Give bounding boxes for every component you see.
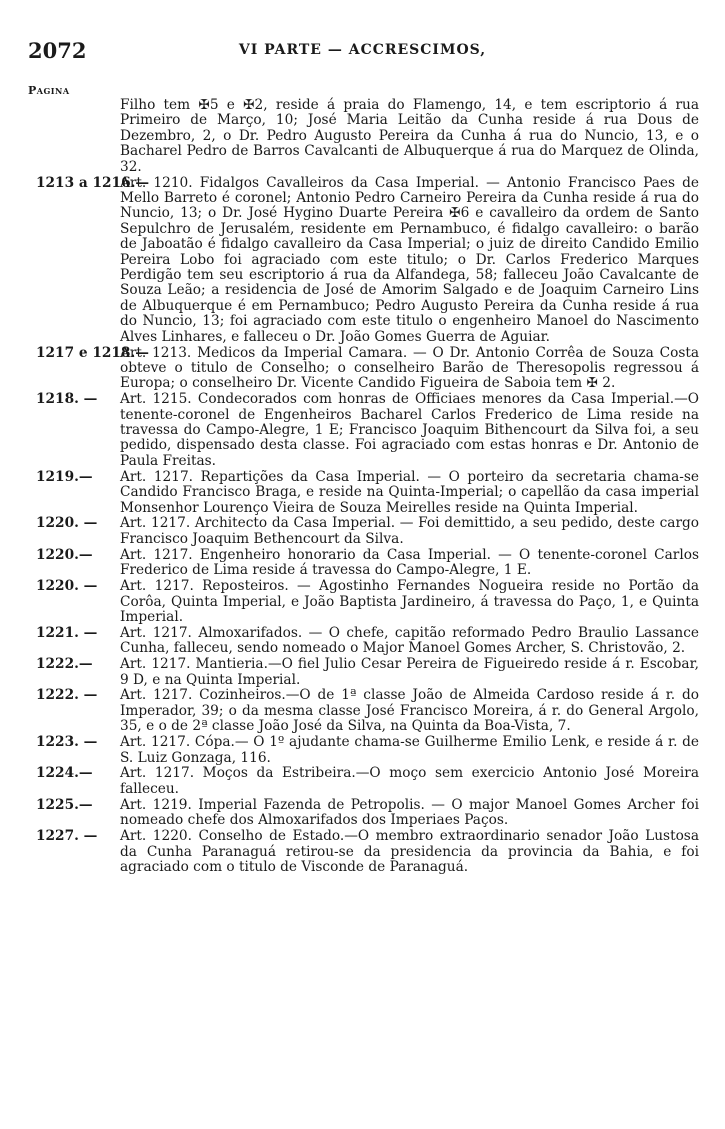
entry-text: Filho tem ✠5 e ✠2, reside á praia do Flamengo, 14, e tem escriptorio á rua Primeiro de Março, 10; José Maria Leitão da Cunha reside á rua Dous de Dezembro, 2, o Dr. Pedro Augusto Pereira da Cunha á rua do Nuncio, 13, e o Bacharel Pedro de Barros Cavalcanti de Albuquerque á rua do Marquez de Olinda, 32. [120, 97, 699, 175]
entry-text: Art. 1217. Mantieria.—O fiel Julio Cesar Pereira de Figueiredo reside á r. Escobar, 9 D, e na Quinta Imperial. [120, 656, 699, 688]
column-label: Pagina [28, 84, 70, 97]
entry-page-ref: 1227. — [36, 828, 98, 845]
entry [36, 688, 699, 734]
entry-page-ref: 1218. — [36, 391, 98, 408]
entry [36, 548, 699, 579]
entry-text: Art. 1217. Architecto da Casa Imperial. — Foi demittido, a seu pedido, deste cargo Francisco Joaquim Bethencourt da Silva. [120, 515, 699, 547]
entry [36, 579, 699, 625]
entry-page-ref: 1222.— [36, 656, 93, 673]
entry-page-ref: 1220. — [36, 578, 98, 595]
entry [36, 626, 699, 657]
entry-continuation [36, 98, 699, 175]
entries-list [36, 98, 699, 876]
entry-page-ref: 1219.— [36, 468, 93, 485]
entry-text: Art. 1217. Cozinheiros.—O de 1ª classe João de Almeida Cardoso reside á r. do Imperador, 39; o da mesma classe José Francisco Moreira, á r. do General Argolo, 35, e o de 2ª classe João José da Silva, na Quinta da Boa-Vista, 7. [120, 687, 699, 735]
entry-text: Art. 1217. Repartições da Casa Imperial. — O porteiro da secretaria chama-se Candido Francisco Braga, e reside na Quinta-Imperial; o capellão da casa imperial Monsenhor Lourenço Vieira de Souza Meirelles reside na Quinta Imperial. [120, 468, 699, 516]
entry-page-ref: 1213 a 1216.— [36, 174, 150, 191]
entry [36, 346, 699, 392]
entry-text: Art. 1210. Fidalgos Cavalleiros da Casa Imperial. — Antonio Francisco Paes de Mello Barreto é coronel; Antonio Pedro Carneiro Pereira da Cunha reside á rua do Nuncio, 13; o Dr. José Hygino Duarte Pereira ✠6 e cavalleiro da ordem de Santo Sepulchro de Jerusalém, residente em Pernambuco, é fidalgo cavalleiro: o barão de Jaboatão é fidalgo cavalleiro da Casa Imperial; o juiz de direito Candido Emilio Pereira Lobo foi agraciado com este titulo; o Dr. Carlos Frederico Marques Perdigão tem seu escriptorio á rua da Alfandega, 58; falleceu João Cavalcante de Souza Leão; a residencia de José de Amorim Salgado e de Joaquim Carneiro Lins de Albuquerque é em Pernambuco; Pedro Augusto Pereira da Cunha reside á rua do Nuncio, 13; foi agraciado com este titulo o engenheiro Manoel do Nascimento Alves Linhares, e falleceu o Dr. João Gomes Guerra de Aguiar. [120, 174, 699, 345]
entry [36, 657, 699, 688]
entry-page-ref: 1221. — [36, 624, 98, 641]
entry-text: Art. 1213. Medicos da Imperial Camara. — O Dr. Antonio Corrêa de Souza Costa obteve o titulo de Conselho; o conselheiro Barão de Theresopolis regressou á Europa; o conselheiro Dr. Vicente Candido Figueira de Saboia tem ✠ 2. [120, 344, 699, 392]
entry-page-ref: 1220. — [36, 515, 98, 532]
entry-text: Art. 1217. Moços da Estribeira.—O moço sem exercicio Antonio José Moreira falleceu. [120, 765, 699, 797]
entry-page-ref: 1223. — [36, 734, 98, 751]
entry-page-ref: 1225.— [36, 796, 93, 813]
running-header: VI PARTE — ACCRESCIMOS, [238, 42, 487, 58]
entry [36, 176, 699, 345]
entry [36, 798, 699, 829]
entry [36, 516, 699, 547]
entry-text: Art. 1217. Reposteiros. — Agostinho Fernandes Nogueira reside no Portão da Corôa, Quinta Imperial, e João Baptista Jardineiro, á travessa do Paço, 1, e Quinta Imperial. [120, 578, 699, 625]
entry [36, 766, 699, 797]
entry [36, 392, 699, 469]
entry-text: Art. 1220. Conselho de Estado.—O membro extraordinario senador João Lustosa da Cunha Paranaguá retirou-se da presidencia da provincia da Bahia, e foi agraciado com o titulo de Visconde de Paranaguá. [120, 828, 699, 875]
entry-page-ref: 1217 e 1218.— [36, 344, 149, 361]
entry [36, 829, 699, 875]
entry-page-ref: 1224.— [36, 765, 93, 782]
entry-text: Art. 1219. Imperial Fazenda de Petropolis. — O major Manoel Gomes Archer foi nomeado chefe dos Almoxarifados dos Imperiaes Paços. [120, 796, 699, 829]
entry-text: Art. 1217. Engenheiro honorario da Casa Imperial. — O tenente-coronel Carlos Frederico de Lima reside á travessa do Campo-Alegre, 1 E. [120, 546, 699, 579]
entry-page-ref: 1220.— [36, 546, 93, 563]
page-number: 2072 [28, 38, 87, 63]
entry-text: Art. 1217. Almoxarifados. — O chefe, capitão reformado Pedro Braulio Lassance Cunha, falleceu, sendo nomeado o Major Manoel Gomes Archer, S. Christovão, 2. [120, 624, 699, 657]
entry [36, 470, 699, 516]
entry [36, 735, 699, 766]
entry-text: Art. 1215. Condecorados com honras de Officiaes menores da Casa Imperial.—O tenente-coronel de Engenheiros Bacharel Carlos Frederico de Lima reside na travessa do Campo-Alegre, 1 E; Francisco Joaquim Bithencourt da Silva foi, a seu pedido, dispensado desta classe. Foi agraciado com estas honras e Dr. Antonio de Paula Freitas. [120, 391, 699, 469]
entry-page-ref: 1222. — [36, 687, 98, 704]
entry-text: Art. 1217. Cópa.— O 1º ajudante chama-se Guilherme Emilio Lenk, e reside á r. de S. Luiz Gonzaga, 116. [120, 734, 699, 766]
